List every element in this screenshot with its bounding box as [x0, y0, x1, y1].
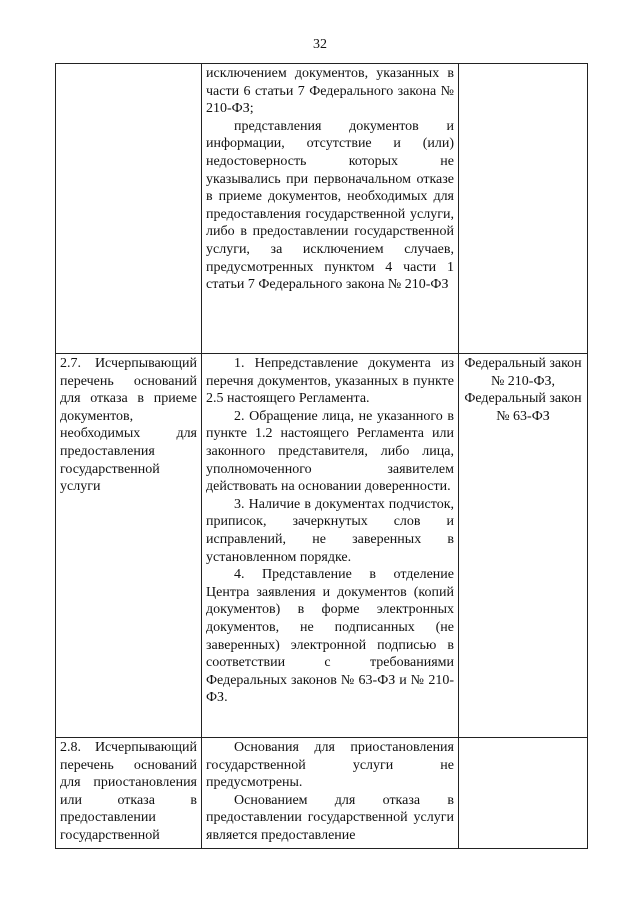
- section-cell: [56, 64, 202, 354]
- legal-basis: Федеральный закон № 210-ФЗ, Федеральный закон № 63-ФЗ: [464, 356, 582, 424]
- legal-basis-cell: [459, 64, 588, 354]
- section-cell: [56, 354, 202, 738]
- page-number: 32: [313, 37, 327, 52]
- content-paragraph: Основанием для отказа в предоставлении государственной услуги является предоставление: [206, 792, 454, 843]
- regulation-table: [55, 63, 588, 849]
- section-title: 2.8. Исчерпывающий перечень оснований для приостановления или отказа в предоставлении государственной: [60, 740, 197, 843]
- legal-basis-cell: [459, 738, 588, 849]
- table-row: [56, 64, 588, 354]
- section-title: 2.7. Исчерпывающий перечень оснований для отказа в приеме документов, необходимых для предоставления государственной услуги: [60, 356, 197, 495]
- legal-basis-cell: [459, 354, 588, 738]
- section-cell: [56, 738, 202, 849]
- content-paragraph: исключением документов, указанных в части 6 статьи 7 Федерального закона № 210-ФЗ;: [206, 66, 454, 117]
- content-cell: [202, 354, 459, 738]
- content-cell: [202, 738, 459, 849]
- table-row: [56, 354, 588, 738]
- content-paragraph: 3. Наличие в документах подчисток, приписок, зачеркнутых слов и исправлений, не заверенных в установленном порядке.: [206, 496, 454, 565]
- content-paragraph: Основания для приостановления государственной услуги не предусмотрены.: [206, 740, 454, 791]
- table-row: [56, 738, 588, 849]
- content-paragraph: представления документов и информации, отсутствие и (или) недостоверность которых не указывались при первоначальном отказе в приеме документов, необходимых для предоставления государственной услуги, либо в предоставлении государственной услуги, за исключением случаев, предусмотренных пунктом 4 части 1 статьи 7 Федерального закона № 210-ФЗ: [206, 118, 454, 293]
- content-paragraph: 1. Непредставление документа из перечня документов, указанных в пункте 2.5 настоящего Регламента.: [206, 356, 454, 407]
- content-paragraph: 4. Представление в отделение Центра заявления и документов (копий документов) в форме электронных документов, не подписанных (не заверенных) электронной подписью в соответствии с требованиями Федеральных законов № 63-ФЗ и № 210-ФЗ.: [206, 567, 454, 706]
- content-paragraph: 2. Обращение лица, не указанного в пункте 1.2 настоящего Регламента или законного представителя, либо лица, уполномоченного заявителем действовать на основании доверенности.: [206, 408, 454, 495]
- content-cell: [202, 64, 459, 354]
